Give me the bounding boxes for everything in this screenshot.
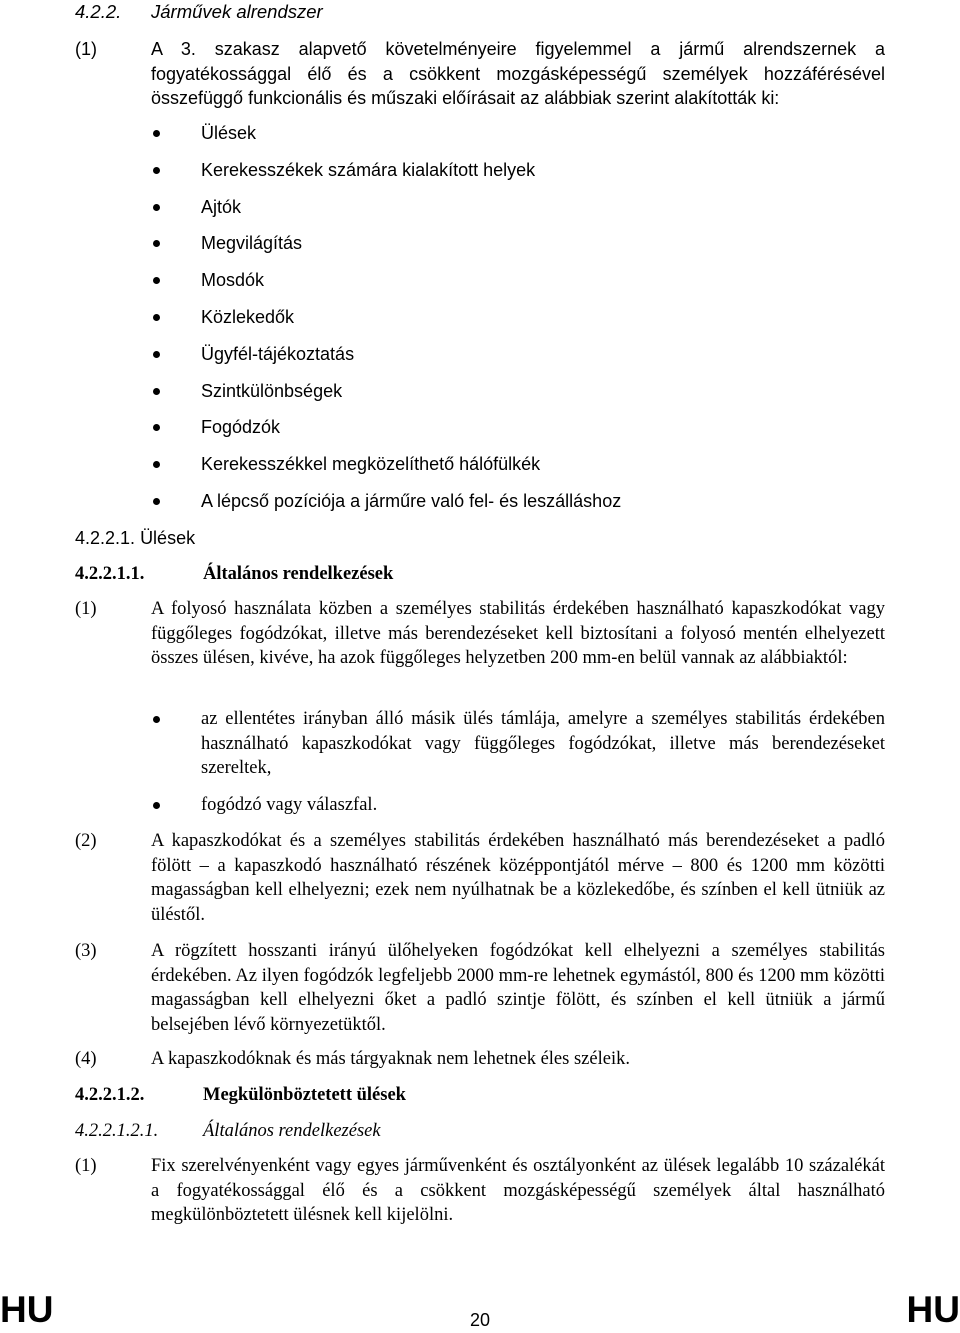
paragraph-number: (3) [75,941,97,961]
section-title: Általános rendelkezések [203,564,394,584]
list-item: Ajtók [152,195,621,232]
paragraph-text: A 3. szakasz alapvető követelményeire figyelemmel a jármű alrendszernek a fogyatékossággal élő és a csökkent mozgásképességű személyek hozzáférésével összefüggő funkcionális és műszaki előírásait az alábbiak szerint alakították ki: [151,39,885,108]
paragraph-number: (1) [75,1156,97,1176]
section-heading-4-2-2-1-2-1 [75,1119,381,1144]
topics-list [152,121,621,526]
section-number: 4.2.2.1.1. [75,564,145,584]
list-item: az ellentétes irányban álló másik ülés támlája, amelyre a személyes stabilitás érdekében használható kapaszkodókat vagy függőleges fogódzókat, illetve más berendezéseket szereltek, [152,707,885,781]
section-heading-4-2-2-1 [75,526,195,551]
paragraph-number: (2) [75,831,97,851]
section-number: 4.2.2.1.2. [75,1085,145,1105]
paragraph-4 [75,1047,885,1072]
section-title: Megkülönböztetett ülések [203,1085,406,1105]
list-item: Közlekedők [152,305,621,342]
list-item: Kerekesszékek számára kialakított helyek [152,158,621,195]
paragraph-text: A rögzített hosszanti irányú ülőhelyeken fogódzókat kell elhelyezni a személyes stabilitás érdekében. Az ilyen fogódzók legfeljebb 2000 mm-re lehetnek egymástól, 800 és 1200 mm közötti magasságban kell elhelyezni őket a padló szintje fölött, és színben el kell ütniük a jármű belsejében lévő környezetüktől. [151,941,885,1035]
section-heading-4-2-2 [75,0,323,25]
paragraph-number: (1) [75,599,97,619]
paragraph-number: (1) [75,39,97,59]
list-item: Ügyfél-tájékoztatás [152,342,621,379]
list-item: Kerekesszékkel megközelíthető hálófülkék [152,452,621,489]
paragraph-text: Fix szerelvényenként vagy egyes járművenként és osztályonként az ülések legalább 10 százalékát a fogyatékossággal élő és a csökkent mozgásképességű személyek által használható megkülönböztetett ülésnek kell kijelölni. [151,1156,885,1225]
paragraph-number: (4) [75,1049,97,1069]
footer-language-right: HU [906,1289,960,1330]
paragraph-text: A folyosó használata közben a személyes stabilitás érdekében használható kapaszkodókat vagy függőleges fogódzókat, illetve más berendezéseket kell biztosítani a folyosó mentén elhelyezett összes ülésen, kivéve, ha azok függőleges helyzetben 200 mm-en belül vannak az alábbiaktól: [151,599,885,668]
list-item: A lépcső pozíciója a járműre való fel- és leszálláshoz [152,489,621,526]
section-heading-4-2-2-1-1 [75,562,393,587]
p1-bullet-list [152,707,885,817]
section-number: 4.2.2. [75,1,122,22]
list-item: Szintkülönbségek [152,379,621,416]
section-title: Általános rendelkezések [203,1121,381,1141]
page-number: 20 [469,1310,491,1330]
section-number: 4.2.2.1. [75,528,136,548]
list-item: Mosdók [152,268,621,305]
paragraph-5 [75,1154,885,1228]
section-title: Ülések [140,528,196,548]
section-title: Járművek alrendszer [151,1,323,22]
section-heading-4-2-2-1-2 [75,1083,406,1108]
list-item: fogódzó vagy válaszfal. [152,793,885,818]
paragraph-2 [75,829,885,927]
list-item: Megvilágítás [152,231,621,268]
paragraph-text: A kapaszkodókat és a személyes stabilitás érdekében használható más berendezéseket a padló fölött – a kapaszkodó használható részének középpontjától mérve – 800 és 1200 mm közötti magasságban kell elhelyezni; ezek nem nyúlhatnak be a közlekedőbe, és színben el kell ütniük az üléstől. [151,831,885,925]
paragraph-text: A kapaszkodóknak és más tárgyaknak nem lehetnek éles széleik. [151,1049,630,1069]
paragraph-3 [75,939,885,1037]
intro-paragraph [75,37,885,111]
section-number: 4.2.2.1.2.1. [75,1121,159,1141]
footer-language-left: HU [0,1289,54,1330]
paragraph-1 [75,597,885,671]
list-item: Fogódzók [152,415,621,452]
list-item: Ülések [152,121,621,158]
